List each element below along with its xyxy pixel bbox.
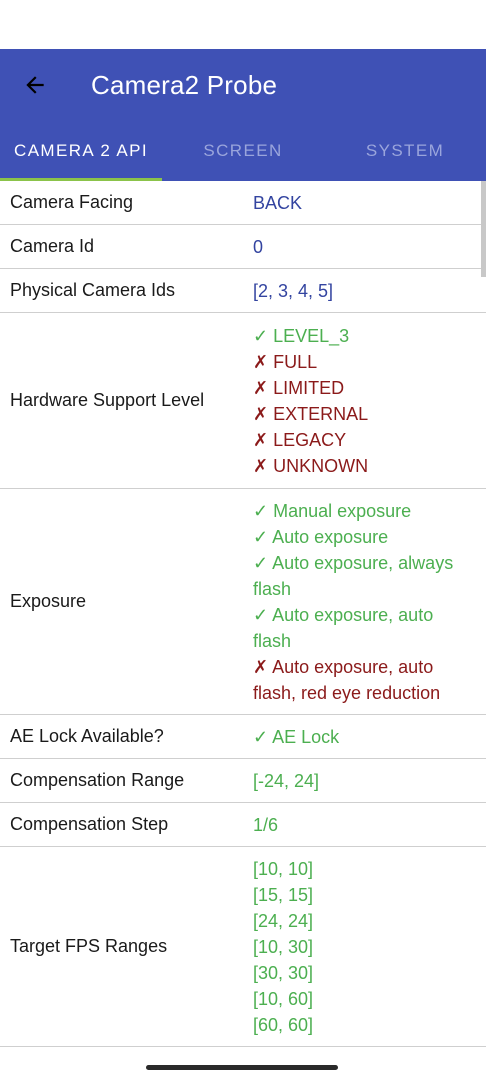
supported-value: [10, 30]: [253, 936, 314, 957]
supported-value: ✓ Auto exposure, always flash: [253, 552, 454, 599]
supported-value: ✓ Manual exposure: [253, 500, 412, 521]
supported-value: [15, 15]: [253, 884, 314, 905]
property-label: Exposure: [10, 591, 87, 611]
property-value: [253, 323, 486, 479]
property-row: [0, 715, 486, 759]
property-value: [253, 498, 486, 706]
unsupported-value: ✗ Auto exposure, auto flash, red eye reduction: [253, 656, 441, 703]
supported-value: ✓ AE Lock: [253, 726, 340, 747]
supported-value: [10, 10]: [253, 858, 314, 879]
property-row: [0, 269, 486, 313]
info-value: BACK: [253, 192, 303, 213]
supported-value: ✓ Auto exposure, auto flash: [253, 604, 434, 651]
property-label: Physical Camera Ids: [10, 280, 176, 300]
tab-system[interactable]: SYSTEM: [365, 141, 445, 160]
supported-value: [-24, 24]: [253, 770, 320, 791]
supported-value: ✓ LEVEL_3: [253, 325, 350, 346]
status-bar: [0, 0, 486, 49]
property-label: AE Lock Available?: [10, 726, 164, 746]
property-value: [253, 856, 486, 1038]
unsupported-value: ✗ FULL: [253, 351, 318, 372]
supported-value: [10, 60]: [253, 988, 314, 1009]
back-button[interactable]: [0, 49, 70, 121]
property-value: [253, 234, 486, 260]
supported-value: ✓ Auto exposure: [253, 526, 389, 547]
property-label: Camera Id: [10, 236, 95, 256]
unsupported-value: ✗ UNKNOWN: [253, 455, 369, 476]
home-indicator[interactable]: [146, 1065, 338, 1070]
supported-value: [24, 24]: [253, 910, 314, 931]
arrow-left-icon: [22, 72, 48, 98]
property-row: [0, 225, 486, 269]
property-row: [0, 313, 486, 489]
tab-bar: [0, 121, 486, 181]
page-title: Camera2 Probe: [91, 69, 278, 100]
unsupported-value: ✗ LEGACY: [253, 429, 347, 450]
property-value: [253, 812, 486, 838]
property-label: Target FPS Ranges: [10, 936, 168, 956]
tab-screen[interactable]: SCREEN: [203, 141, 283, 160]
property-value: [253, 724, 486, 750]
property-value: [253, 190, 486, 216]
property-label: Hardware Support Level: [10, 390, 205, 410]
property-label: Compensation Step: [10, 814, 169, 834]
property-row: [0, 489, 486, 715]
scrollbar[interactable]: [481, 181, 486, 277]
property-value: [253, 768, 486, 794]
property-value: [253, 278, 486, 304]
property-label: Compensation Range: [10, 770, 185, 790]
app-bar: [0, 49, 486, 121]
property-row: [0, 847, 486, 1047]
info-value: 0: [253, 236, 264, 257]
supported-value: 1/6: [253, 814, 279, 835]
info-value: [2, 3, 4, 5]: [253, 280, 334, 301]
unsupported-value: ✗ LIMITED: [253, 377, 345, 398]
supported-value: [30, 30]: [253, 962, 314, 983]
property-label: Camera Facing: [10, 192, 134, 212]
property-row: [0, 759, 486, 803]
properties-list[interactable]: [0, 181, 486, 1051]
unsupported-value: ✗ EXTERNAL: [253, 403, 369, 424]
property-row: [0, 803, 486, 847]
property-row: [0, 181, 486, 225]
supported-value: [60, 60]: [253, 1014, 314, 1035]
tab-camera2-api[interactable]: CAMERA 2 API: [0, 121, 162, 181]
